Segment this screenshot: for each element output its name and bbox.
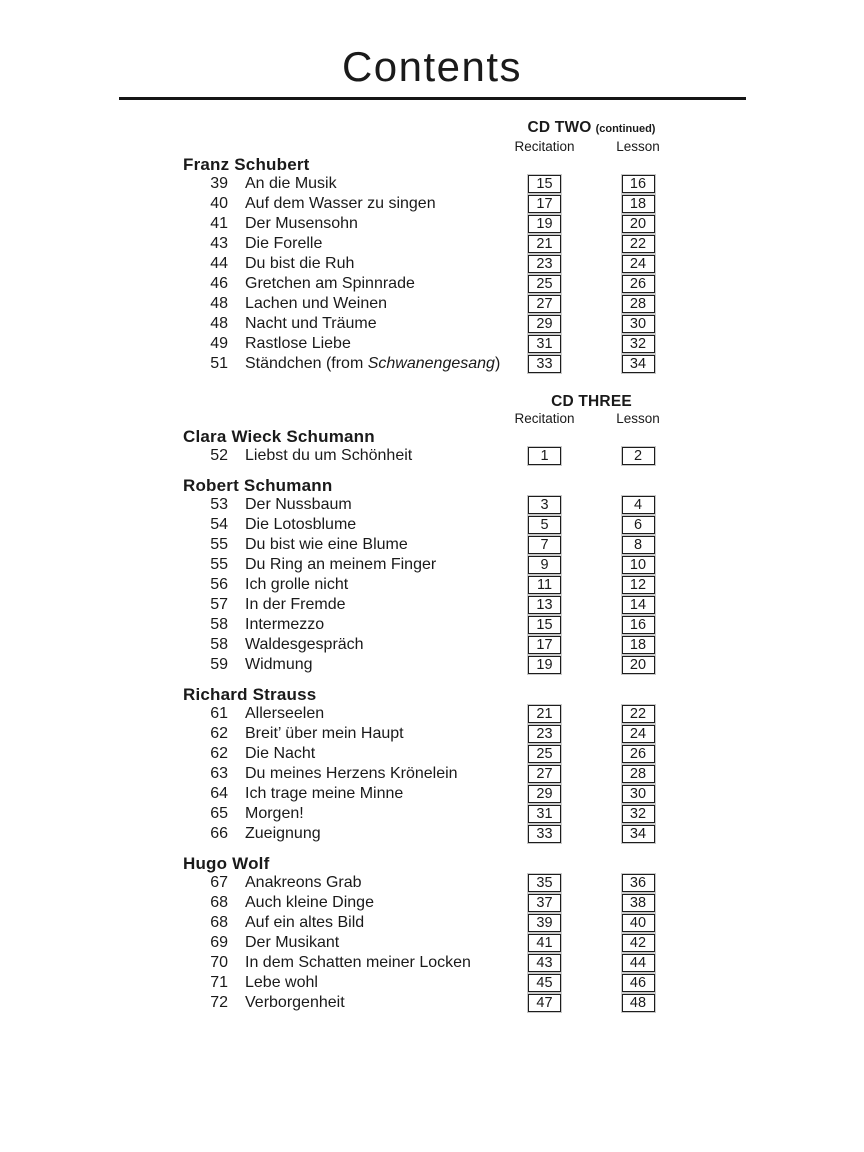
recitation-cell — [498, 785, 591, 803]
composer-section — [183, 685, 685, 844]
song-page-number: 49 — [210, 335, 228, 352]
recitation-cell — [498, 725, 591, 743]
song-title: An die Musik — [245, 175, 337, 192]
lesson-cell — [591, 765, 685, 783]
recitation-cell — [498, 315, 591, 333]
song-title: Nacht und Träume — [245, 315, 377, 332]
toc-row — [183, 893, 685, 913]
song-page-number: 69 — [210, 934, 228, 951]
recitation-cell — [498, 235, 591, 253]
lesson-cell — [591, 295, 685, 313]
recitation-cell — [498, 335, 591, 353]
song-title-italic-part: Schwanengesang — [367, 355, 495, 372]
song-title: Die Lotosblume — [245, 516, 357, 533]
recitation-track-box: 45 — [528, 974, 561, 992]
lesson-track-box: 18 — [622, 636, 655, 654]
song-title: Der Nussbaum — [245, 496, 352, 513]
toc-row — [183, 234, 685, 254]
composer-section — [183, 427, 685, 466]
song-title: Du bist wie eine Blume — [245, 536, 408, 553]
toc-row — [183, 824, 685, 844]
toc-row — [183, 744, 685, 764]
song-title: In der Fremde — [245, 596, 346, 613]
lesson-cell — [591, 536, 685, 554]
composer-section — [183, 476, 685, 675]
toc-row — [183, 973, 685, 993]
song-page-number: 62 — [210, 745, 228, 762]
recitation-track-box: 29 — [528, 785, 561, 803]
song-title: Ich trage meine Minne — [245, 785, 404, 802]
cd-title-line — [183, 119, 685, 138]
lesson-cell — [591, 496, 685, 514]
recitation-track-box: 25 — [528, 275, 561, 293]
song-page-number: 65 — [210, 805, 228, 822]
song-page-number: 44 — [210, 255, 228, 272]
lesson-cell — [591, 894, 685, 912]
recitation-cell — [498, 656, 591, 674]
song-page-number: 61 — [210, 705, 228, 722]
song-page-number: 71 — [210, 974, 228, 991]
song-title: Rastlose Liebe — [245, 335, 351, 352]
lesson-track-box: 20 — [622, 656, 655, 674]
song-title: Auf dem Wasser zu singen — [245, 195, 436, 212]
recitation-track-box: 19 — [528, 656, 561, 674]
lesson-cell — [591, 874, 685, 892]
lesson-cell — [591, 235, 685, 253]
toc-row — [183, 535, 685, 555]
lesson-track-box: 38 — [622, 894, 655, 912]
toc-row — [183, 764, 685, 784]
lesson-track-box: 12 — [622, 576, 655, 594]
recitation-cell — [498, 496, 591, 514]
lesson-cell — [591, 725, 685, 743]
toc-row — [183, 314, 685, 334]
lesson-cell — [591, 785, 685, 803]
song-title: Auf ein altes Bild — [245, 914, 365, 931]
song-title: Du Ring an meinem Finger — [245, 556, 437, 573]
song-title: Lachen und Weinen — [245, 295, 388, 312]
song-page-number: 70 — [210, 954, 228, 971]
toc-row — [183, 446, 685, 466]
toc-row — [183, 913, 685, 933]
lesson-track-box: 20 — [622, 215, 655, 233]
lesson-track-box: 4 — [622, 496, 655, 514]
recitation-track-box: 31 — [528, 335, 561, 353]
recitation-cell — [498, 576, 591, 594]
song-title: Der Musensohn — [245, 215, 358, 232]
song-page-number: 56 — [210, 576, 228, 593]
song-title: Zueignung — [245, 825, 321, 842]
song-title: Widmung — [245, 656, 313, 673]
recitation-track-box: 21 — [528, 705, 561, 723]
cd-header — [183, 393, 685, 426]
cd-title — [498, 393, 685, 410]
song-title — [228, 355, 501, 373]
composer-name: Hugo Wolf — [183, 854, 270, 873]
recitation-track-box: 25 — [528, 745, 561, 763]
song-page-number: 55 — [210, 556, 228, 573]
composer-name: Franz Schubert — [183, 155, 310, 174]
lesson-cell — [591, 255, 685, 273]
cd-title — [498, 119, 685, 138]
recitation-cell — [498, 914, 591, 932]
recitation-track-box: 33 — [528, 355, 561, 373]
recitation-track-box: 1 — [528, 447, 561, 465]
lesson-cell — [591, 516, 685, 534]
song-title-part: ) — [494, 355, 501, 372]
lesson-cell — [591, 994, 685, 1012]
song-page-number: 54 — [210, 516, 228, 533]
toc-row — [183, 724, 685, 744]
lesson-cell — [591, 636, 685, 654]
recitation-cell — [498, 974, 591, 992]
song-title: Du bist die Ruh — [245, 255, 355, 272]
song-page-number: 53 — [210, 496, 228, 513]
toc-row — [183, 495, 685, 515]
lesson-cell — [591, 974, 685, 992]
song-page-number: 68 — [210, 894, 228, 911]
lesson-track-box: 34 — [622, 825, 655, 843]
lesson-track-box: 26 — [622, 745, 655, 763]
lesson-track-box: 36 — [622, 874, 655, 892]
recitation-track-box: 7 — [528, 536, 561, 554]
recitation-track-box: 37 — [528, 894, 561, 912]
lesson-cell — [591, 825, 685, 843]
lesson-track-box: 46 — [622, 974, 655, 992]
lesson-track-box: 6 — [622, 516, 655, 534]
song-page-number: 59 — [210, 656, 228, 673]
lesson-track-box: 28 — [622, 295, 655, 313]
toc-row — [183, 595, 685, 615]
recitation-cell — [498, 616, 591, 634]
lesson-track-box: 22 — [622, 705, 655, 723]
lesson-cell — [591, 175, 685, 193]
recitation-track-box: 41 — [528, 934, 561, 952]
song-page-number: 57 — [210, 596, 228, 613]
lesson-cell — [591, 656, 685, 674]
recitation-track-box: 15 — [528, 175, 561, 193]
lesson-cell — [591, 745, 685, 763]
toc-row — [183, 214, 685, 234]
column-labels — [183, 139, 685, 154]
recitation-track-box: 27 — [528, 765, 561, 783]
song-page-number: 51 — [210, 355, 228, 372]
recitation-cell — [498, 994, 591, 1012]
lesson-cell — [591, 576, 685, 594]
lesson-track-box: 14 — [622, 596, 655, 614]
lesson-track-box: 16 — [622, 616, 655, 634]
song-title: Gretchen am Spinnrade — [245, 275, 415, 292]
song-page-number: 58 — [210, 616, 228, 633]
recitation-track-box: 33 — [528, 825, 561, 843]
page-title: Contents — [341, 43, 523, 90]
toc-row — [183, 784, 685, 804]
toc-row — [183, 274, 685, 294]
recitation-cell — [498, 255, 591, 273]
lesson-cell — [591, 616, 685, 634]
song-title: Die Forelle — [245, 235, 323, 252]
song-page-number: 43 — [210, 235, 228, 252]
recitation-track-box: 47 — [528, 994, 561, 1012]
toc-row — [183, 354, 685, 374]
toc-row — [183, 993, 685, 1013]
song-title: Der Musikant — [245, 934, 340, 951]
toc-content — [183, 119, 685, 1013]
title-rule — [119, 97, 746, 100]
recitation-track-box: 15 — [528, 616, 561, 634]
cd-title-line — [183, 393, 685, 410]
composer-name: Robert Schumann — [183, 476, 333, 495]
recitation-track-box: 39 — [528, 914, 561, 932]
lesson-track-box: 8 — [622, 536, 655, 554]
lesson-track-box: 28 — [622, 765, 655, 783]
lesson-track-box: 16 — [622, 175, 655, 193]
recitation-cell — [498, 556, 591, 574]
toc-row — [183, 873, 685, 893]
recitation-cell — [498, 636, 591, 654]
lesson-track-box: 44 — [622, 954, 655, 972]
recitation-cell — [498, 765, 591, 783]
toc-row — [183, 334, 685, 354]
lesson-cell — [591, 355, 685, 373]
toc-row — [183, 704, 685, 724]
recitation-track-box: 19 — [528, 215, 561, 233]
recitation-cell — [498, 275, 591, 293]
lesson-track-box: 22 — [622, 235, 655, 253]
lesson-track-box: 24 — [622, 725, 655, 743]
recitation-cell — [498, 745, 591, 763]
song-title: Liebst du um Schönheit — [245, 447, 413, 464]
recitation-track-box: 17 — [528, 636, 561, 654]
lesson-track-box: 40 — [622, 914, 655, 932]
recitation-cell — [498, 175, 591, 193]
toc-row — [183, 575, 685, 595]
recitation-cell — [498, 954, 591, 972]
lesson-cell — [591, 914, 685, 932]
recitation-cell — [498, 596, 591, 614]
recitation-track-box: 13 — [528, 596, 561, 614]
toc-row — [183, 174, 685, 194]
lesson-track-box: 18 — [622, 195, 655, 213]
lesson-track-box: 30 — [622, 785, 655, 803]
lesson-track-box: 26 — [622, 275, 655, 293]
recitation-cell — [498, 934, 591, 952]
recitation-cell — [498, 516, 591, 534]
recitation-cell — [498, 894, 591, 912]
toc-row — [183, 194, 685, 214]
lesson-track-box: 24 — [622, 255, 655, 273]
song-page-number: 46 — [210, 275, 228, 292]
song-page-number: 58 — [210, 636, 228, 653]
song-page-number: 62 — [210, 725, 228, 742]
toc-row — [183, 515, 685, 535]
recitation-track-box: 29 — [528, 315, 561, 333]
song-title: Du meines Herzens Krönelein — [245, 765, 458, 782]
recitation-track-box: 5 — [528, 516, 561, 534]
lesson-column-label: Lesson — [616, 411, 660, 426]
lesson-cell — [591, 335, 685, 353]
recitation-cell — [498, 295, 591, 313]
composer-section — [183, 854, 685, 1013]
song-title: In dem Schatten meiner Locken — [245, 954, 471, 971]
lesson-cell — [591, 447, 685, 465]
composer-name: Clara Wieck Schumann — [183, 427, 375, 446]
recitation-track-box: 43 — [528, 954, 561, 972]
recitation-track-box: 31 — [528, 805, 561, 823]
toc-row — [183, 655, 685, 675]
song-title: Intermezzo — [245, 616, 325, 633]
toc-row — [183, 254, 685, 274]
song-title: Ich grolle nicht — [245, 576, 349, 593]
song-page-number: 52 — [210, 447, 228, 464]
toc-row — [183, 635, 685, 655]
song-page-number: 66 — [210, 825, 228, 842]
recitation-cell — [498, 195, 591, 213]
recitation-cell — [498, 447, 591, 465]
lesson-track-box: 10 — [622, 556, 655, 574]
song-page-number: 41 — [210, 215, 228, 232]
recitation-cell — [498, 805, 591, 823]
composer-name: Richard Strauss — [183, 685, 317, 704]
cd-header — [183, 119, 685, 154]
lesson-cell — [591, 315, 685, 333]
song-title: Allerseelen — [245, 705, 325, 722]
song-page-number: 48 — [210, 315, 228, 332]
lesson-track-box: 2 — [622, 447, 655, 465]
song-title: Die Nacht — [245, 745, 316, 762]
recitation-column-label: Recitation — [514, 139, 575, 154]
song-page-number: 40 — [210, 195, 228, 212]
lesson-cell — [591, 934, 685, 952]
lesson-cell — [591, 596, 685, 614]
toc-row — [183, 804, 685, 824]
recitation-cell — [498, 355, 591, 373]
recitation-cell — [498, 536, 591, 554]
recitation-track-box: 11 — [528, 576, 561, 594]
lesson-track-box: 30 — [622, 315, 655, 333]
toc-row — [183, 933, 685, 953]
lesson-column-label: Lesson — [616, 139, 660, 154]
cd-label: CD TWO — [527, 119, 592, 136]
song-page-number: 72 — [210, 994, 228, 1011]
recitation-track-box: 35 — [528, 874, 561, 892]
composer-section — [183, 155, 685, 374]
recitation-track-box: 23 — [528, 255, 561, 273]
recitation-track-box: 23 — [528, 725, 561, 743]
lesson-track-box: 34 — [622, 355, 655, 373]
contents-page — [0, 43, 864, 1152]
song-page-number: 39 — [210, 175, 228, 192]
song-title-part: Ständchen (from — [245, 355, 368, 372]
lesson-track-box: 42 — [622, 934, 655, 952]
lesson-track-box: 48 — [622, 994, 655, 1012]
toc-row — [183, 294, 685, 314]
song-page-number: 64 — [210, 785, 228, 802]
song-title: Verborgenheit — [245, 994, 345, 1011]
recitation-track-box: 9 — [528, 556, 561, 574]
song-title: Lebe wohl — [245, 974, 318, 991]
lesson-track-box: 32 — [622, 805, 655, 823]
song-page-number: 63 — [210, 765, 228, 782]
cd-label: CD THREE — [551, 393, 632, 410]
recitation-cell — [498, 825, 591, 843]
song-title: Auch kleine Dinge — [245, 894, 374, 911]
song-title: Waldesgespräch — [245, 636, 364, 653]
song-title: Anakreons Grab — [245, 874, 362, 891]
toc-row — [183, 953, 685, 973]
lesson-cell — [591, 275, 685, 293]
song-title: Breit’ über mein Haupt — [245, 725, 404, 742]
toc-row — [183, 615, 685, 635]
column-labels — [183, 411, 685, 426]
recitation-cell — [498, 215, 591, 233]
lesson-cell — [591, 195, 685, 213]
lesson-cell — [591, 556, 685, 574]
cd-note: (continued) — [595, 123, 656, 135]
toc-row — [183, 555, 685, 575]
recitation-track-box: 17 — [528, 195, 561, 213]
lesson-track-box: 32 — [622, 335, 655, 353]
recitation-cell — [498, 874, 591, 892]
lesson-cell — [591, 954, 685, 972]
song-page-number: 48 — [210, 295, 228, 312]
recitation-track-box: 21 — [528, 235, 561, 253]
recitation-column-label: Recitation — [514, 411, 575, 426]
lesson-cell — [591, 805, 685, 823]
recitation-track-box: 27 — [528, 295, 561, 313]
lesson-cell — [591, 705, 685, 723]
recitation-cell — [498, 705, 591, 723]
lesson-cell — [591, 215, 685, 233]
song-title: Morgen! — [245, 805, 304, 822]
song-page-number: 67 — [210, 874, 228, 891]
song-page-number: 55 — [210, 536, 228, 553]
song-page-number: 68 — [210, 914, 228, 931]
recitation-track-box: 3 — [528, 496, 561, 514]
